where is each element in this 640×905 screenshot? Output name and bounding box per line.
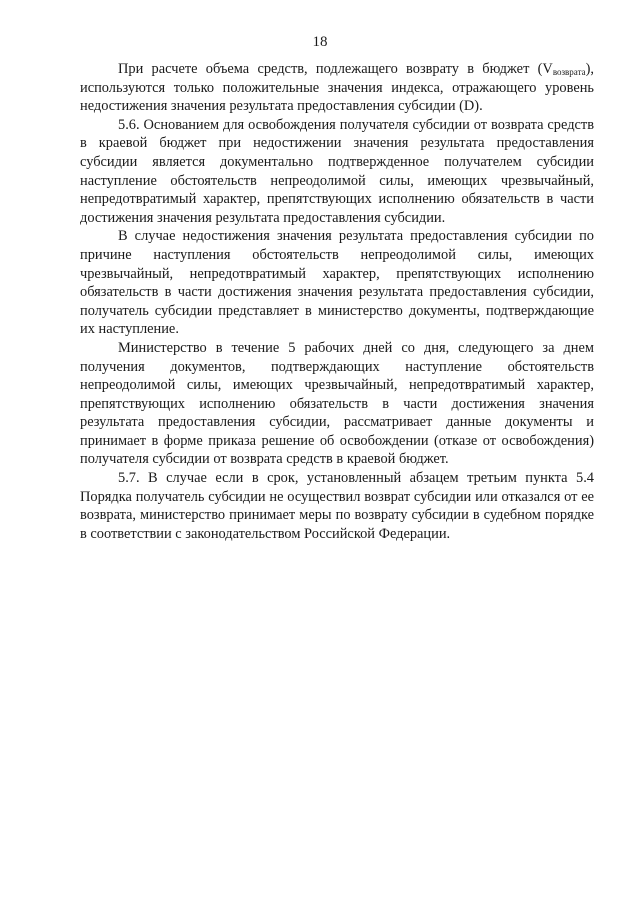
paragraph-force-majeure-case: В случае недостижения значения результата предоставления субсидии по причине наступления обстоятельств непреодолимой силы, имеющих чрезвычайный, непредотвратимый характер, препятствующих исполнению обязательств в части достижения значения результата предоставления субсидии, получатель субсидии представляет в министерство документы, подтверждающие их наступление. <box>80 228 594 338</box>
formula-subscript: возврата <box>552 67 586 77</box>
paragraph-5-6: 5.6. Основанием для освобождения получателя субсидии от возврата средств в краевой бюджет при недостижении значения результата предоставления субсидии является документально подтвержденное получателем субсидии наступление обстоятельств непреодолимой силы, имеющих чрезвычайный, непредотвратимый характер, препятствующих исполнению обязательств в части достижения значения результата предоставления субсидии. <box>80 116 594 226</box>
paragraph-5-7: 5.7. В случае если в срок, установленный абзацем третьим пункта 5.4 Порядка получатель субсидии не осуществил возврат субсидии или отказался от ее возврата, министерство принимает меры по возврату субсидии в судебном порядке в соответствии с законодательством Российской Федерации. <box>80 470 594 542</box>
paragraph-ministry-review: Министерство в течение 5 рабочих дней со дня, следующего за днем получения документов, подтверждающих наступление обстоятельств непреодолимой силы, имеющих чрезвычайный, непредотвратимый характер, препятствующих исполнению обязательств в части достижения значения результата предоставления субсидии, рассматривает данные документы и принимает в форме приказа решение об освобождении (отказе от освобождения) получателя субсидии от возврата средств в краевой бюджет. <box>80 339 594 468</box>
paragraph-text: ), используются только положительные значения индекса, отражающего уровень недостижения значения результата предоставления субсидии (D). <box>80 61 594 115</box>
page-number: 18 <box>312 34 328 50</box>
paragraph-volume-calculation <box>80 60 594 116</box>
document-body <box>80 60 594 543</box>
paragraph-text: При расчете объема средств, подлежащего возврату в бюджет (V <box>118 61 553 77</box>
